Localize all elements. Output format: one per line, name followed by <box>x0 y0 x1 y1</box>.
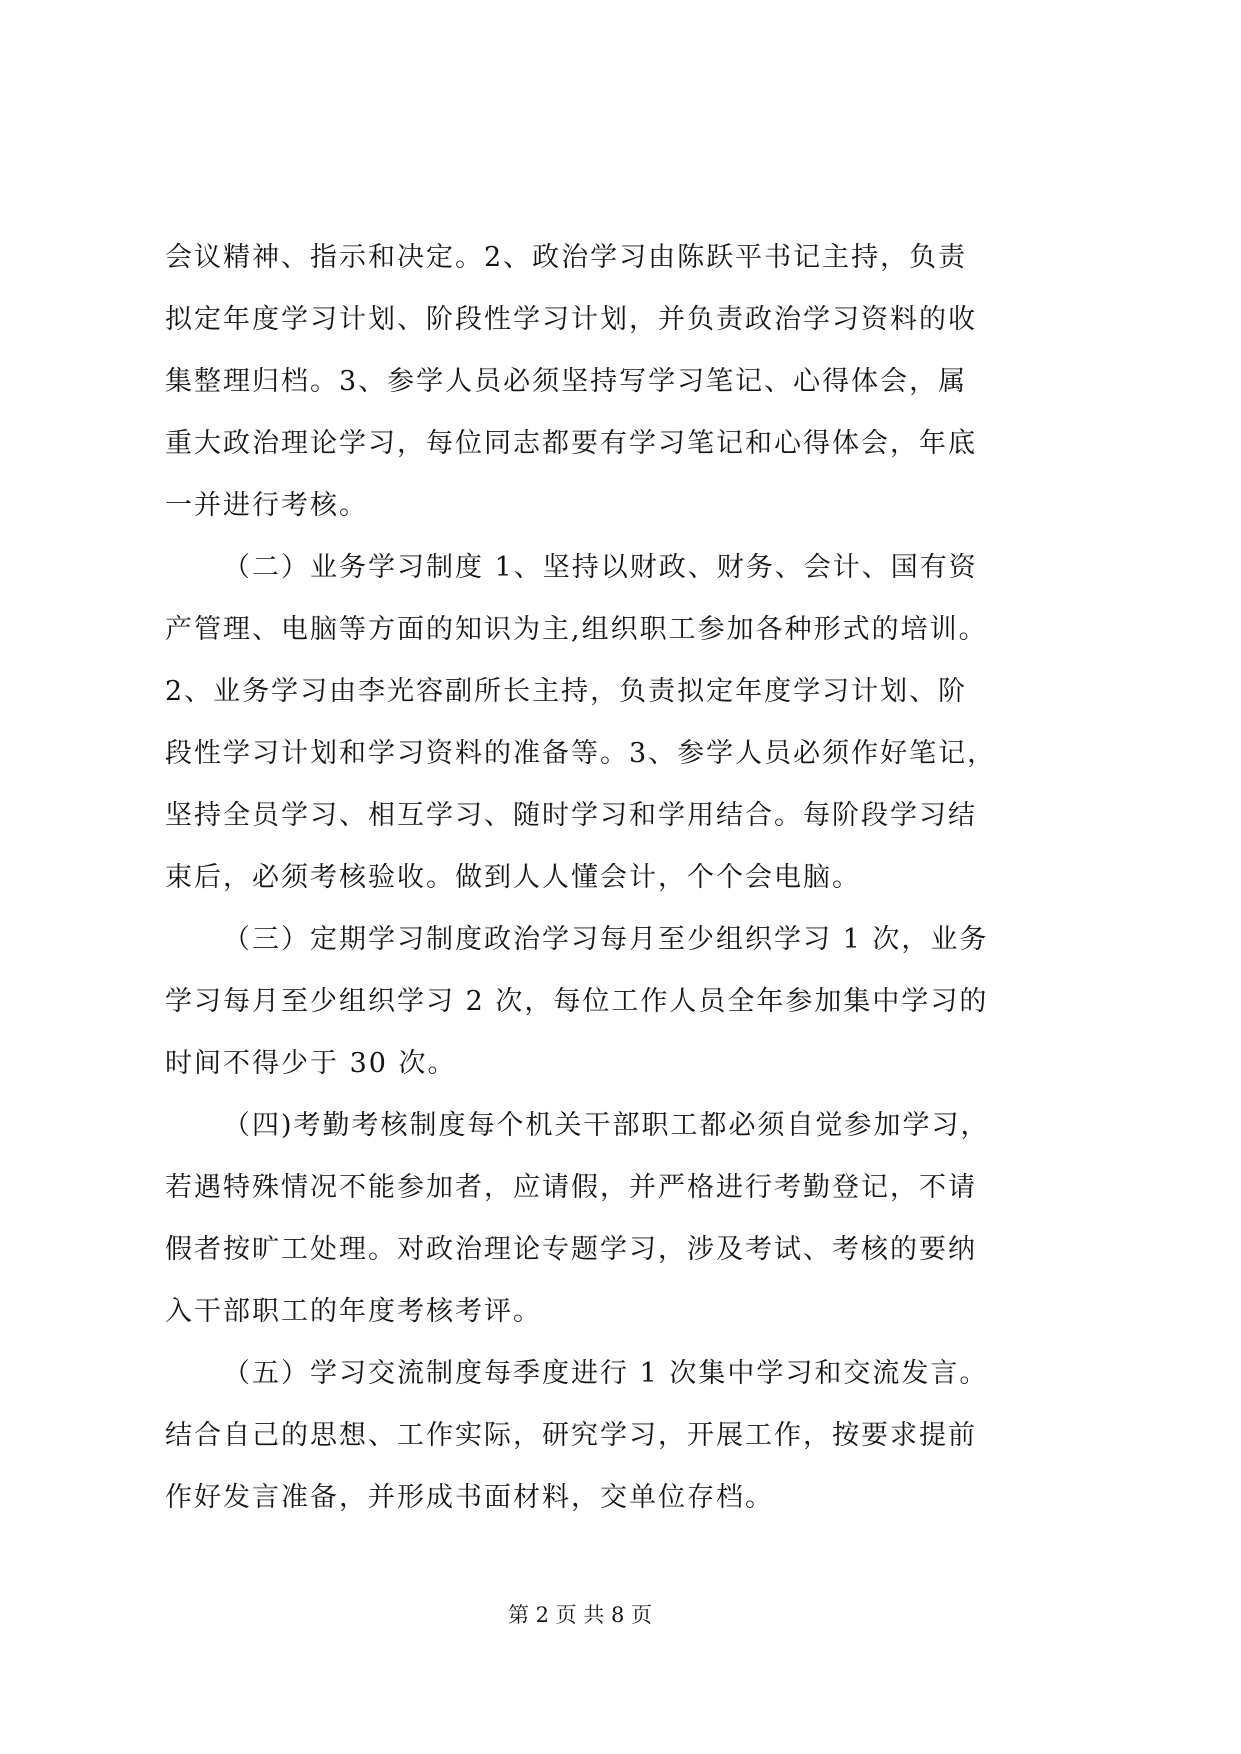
paragraph-continued <box>165 227 995 537</box>
text-line: （二）业务学习制度 1、坚持以财政、财务、会计、国有资 <box>223 552 978 583</box>
text-line: 段性学习计划和学习资料的准备等。3、参学人员必须作好笔记， <box>165 738 997 769</box>
text-line: 假者按旷工处理。对政治理论专题学习，涉及考试、考核的要纳 <box>165 1234 977 1265</box>
text-line: （四)考勤考核制度每个机关干部职工都必须自觉参加学习， <box>223 1110 990 1141</box>
text-line: 若遇特殊情况不能参加者，应请假，并严格进行考勤登记，不请 <box>165 1172 977 1203</box>
text-line: 时间不得少于 30 次。 <box>165 1048 457 1079</box>
text-line: 重大政治理论学习，每位同志都要有学习笔记和心得体会，年底 <box>165 428 977 459</box>
body-text <box>165 227 995 1529</box>
page-number-footer: 第 2 页 共 8 页 <box>507 1603 653 1627</box>
text-line: 入干部职工的年度考核考评。 <box>165 1296 542 1327</box>
text-line: 产管理、电脑等方面的知识为主,组织职工参加各种形式的培训。 <box>165 614 988 645</box>
paragraph-exchange <box>165 1343 995 1529</box>
text-line: 2、业务学习由李光容副所长主持，负责拟定年度学习计划、阶 <box>165 676 968 707</box>
text-line: （三）定期学习制度政治学习每月至少组织学习 1 次，业务 <box>223 924 989 955</box>
paragraph-business-study <box>165 537 995 909</box>
text-line: 作好发言准备，并形成书面材料，交单位存档。 <box>165 1482 774 1513</box>
text-line: 束后，必须考核验收。做到人人懂会计，个个会电脑。 <box>165 862 861 893</box>
paragraph-attendance <box>165 1095 995 1343</box>
text-line: 拟定年度学习计划、阶段性学习计划，并负责政治学习资料的收 <box>165 304 977 335</box>
text-line: 结合自己的思想、工作实际，研究学习，开展工作，按要求提前 <box>165 1420 977 1451</box>
text-line: 坚持全员学习、相互学习、随时学习和学用结合。每阶段学习结 <box>165 800 977 831</box>
text-line: 一并进行考核。 <box>165 490 368 521</box>
text-line: （五）学习交流制度每季度进行 1 次集中学习和交流发言。 <box>223 1358 989 1389</box>
paragraph-regular-study <box>165 909 995 1095</box>
text-line: 学习每月至少组织学习 2 次，每位工作人员全年参加集中学习的 <box>165 986 989 1017</box>
text-line: 会议精神、指示和决定。2、政治学习由陈跃平书记主持，负责 <box>165 242 968 273</box>
text-line: 集整理归档。3、参学人员必须坚持写学习笔记、心得体会，属 <box>165 366 968 397</box>
